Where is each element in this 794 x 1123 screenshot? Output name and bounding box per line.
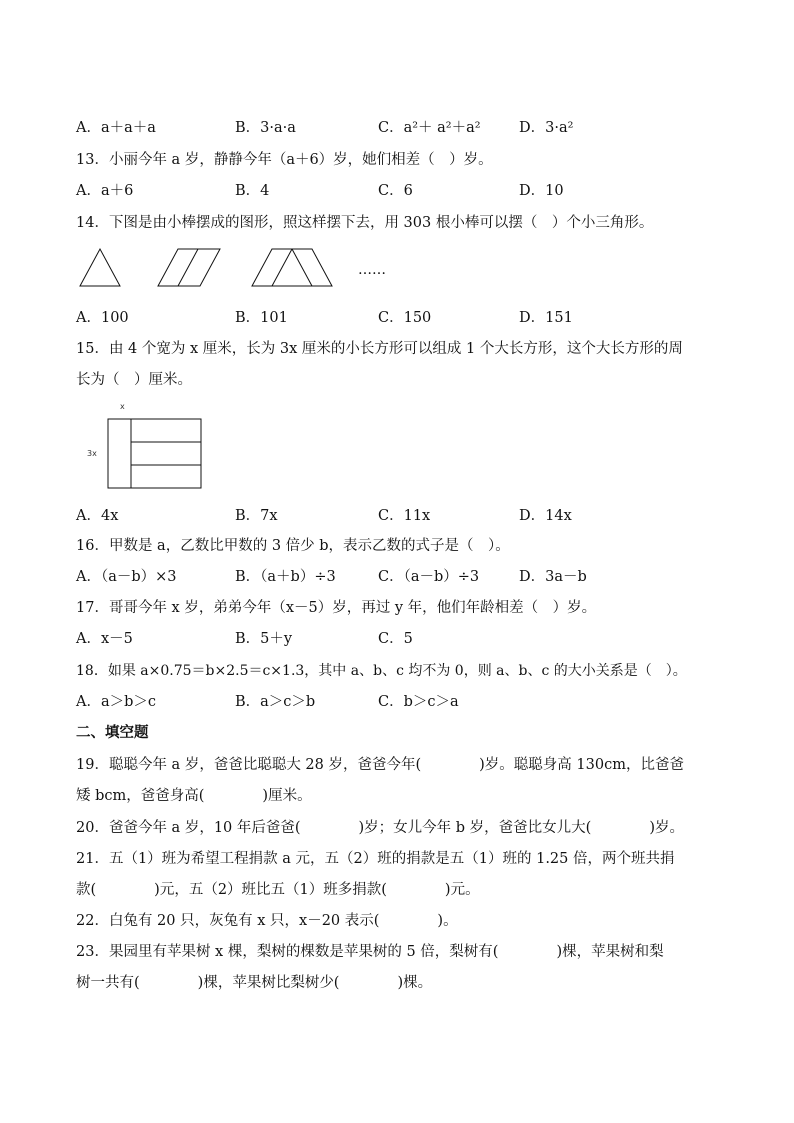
q17-option-b: B．5＋y <box>235 631 293 647</box>
q16-option-a: A．（a－b）×3 <box>76 569 177 585</box>
q15-stem-line1: 15．由 4 个宽为 x 厘米，长为 3x 厘米的小长方形可以组成 1 个大长方形，这个大长方形的周 <box>76 341 683 357</box>
q15-option-a: A．4x <box>76 508 119 524</box>
q15-option-c: C．11x <box>378 508 431 524</box>
q18-option-c: C．b＞c＞a <box>378 694 459 710</box>
triangles-3 <box>252 249 332 286</box>
q16-option-d: D．3a－b <box>519 569 587 585</box>
q18-option-a: A．a＞b＞c <box>76 694 157 710</box>
q18-stem: 18．如果 a×0.75＝b×2.5＝c×1.3，其中 a、b、c 均不为 0，则 a、b、c 的大小关系是（ ）。 <box>76 663 687 679</box>
q23-line1: 23．果园里有苹果树 x 棵，梨树的棵数是苹果树的 5 倍，梨树有( )棵，苹果树和梨 <box>76 944 664 960</box>
q15-stem-line2: 长为（ ）厘米。 <box>76 372 192 388</box>
q12-option-a: A．a＋a＋a <box>76 120 156 136</box>
q14-option-c: C．150 <box>378 310 432 326</box>
q15-label-x: x <box>120 402 125 411</box>
q16-option-c: C．（a－b）÷3 <box>378 569 480 585</box>
q12-option-d: D．3·a² <box>519 120 574 136</box>
q17-stem: 17．哥哥今年 x 岁，弟弟今年（x－5）岁，再过 y 年，他们年龄相差（ ）岁。 <box>76 600 597 616</box>
q21-line1: 21．五（1）班为希望工程捐款 a 元，五（2）班的捐款是五（1）班的 1.25 倍，两个班共捐 <box>76 851 675 867</box>
q13-option-b: B．4 <box>235 183 270 199</box>
q13-option-d: D．10 <box>519 183 564 199</box>
q19-line2: 矮 bcm，爸爸身高( )厘米。 <box>76 788 312 804</box>
q14-option-d: D．151 <box>519 310 573 326</box>
q17-option-a: A．x－5 <box>76 631 133 647</box>
q20-line1: 20．爸爸今年 a 岁，10 年后爸爸( )岁；女儿今年 b 岁，爸爸比女儿大( )岁。 <box>76 820 684 836</box>
q16-stem: 16．甲数是 a，乙数比甲数的 3 倍少 b，表示乙数的式子是（ ）。 <box>76 538 510 554</box>
q15-label-3x: 3x <box>87 449 97 458</box>
q18-option-b: B．a＞c＞b <box>235 694 316 710</box>
triangle-pattern-figure <box>78 246 338 288</box>
q14-ellipsis: …… <box>358 262 386 278</box>
q15-option-d: D．14x <box>519 508 572 524</box>
q14-stem: 14．下图是由小棒摆成的图形，照这样摆下去，用 303 根小棒可以摆（ ）个小三角形。 <box>76 215 654 231</box>
q13-option-a: A．a＋6 <box>76 183 134 199</box>
triangle-1 <box>80 249 120 286</box>
q23-line2: 树一共有( )棵，苹果树比梨树少( )棵。 <box>76 975 433 991</box>
q12-option-c: C．a²＋ a²＋a² <box>378 120 481 136</box>
q21-line2: 款( )元，五（2）班比五（1）班多捐款( )元。 <box>76 882 480 898</box>
q22-line1: 22．白兔有 20 只，灰兔有 x 只，x－20 表示( )。 <box>76 913 458 929</box>
q13-stem: 13．小丽今年 a 岁，静静今年（a＋6）岁，她们相差（ ）岁。 <box>76 152 493 168</box>
q19-line1: 19．聪聪今年 a 岁，爸爸比聪聪大 28 岁，爸爸今年( )岁。聪聪身高 130cm，比爸爸 <box>76 757 684 773</box>
q15-option-b: B．7x <box>235 508 278 524</box>
q17-option-c: C．5 <box>378 631 413 647</box>
triangles-2 <box>158 249 220 286</box>
rectangle-figure <box>106 417 204 491</box>
q14-option-b: B．101 <box>235 310 288 326</box>
q13-option-c: C．6 <box>378 183 413 199</box>
section-heading-fill-in: 二、填空题 <box>76 724 149 741</box>
q16-option-b: B．（a＋b）÷3 <box>235 569 336 585</box>
q12-option-b: B．3·a·a <box>235 120 296 136</box>
q14-option-a: A．100 <box>76 310 129 326</box>
